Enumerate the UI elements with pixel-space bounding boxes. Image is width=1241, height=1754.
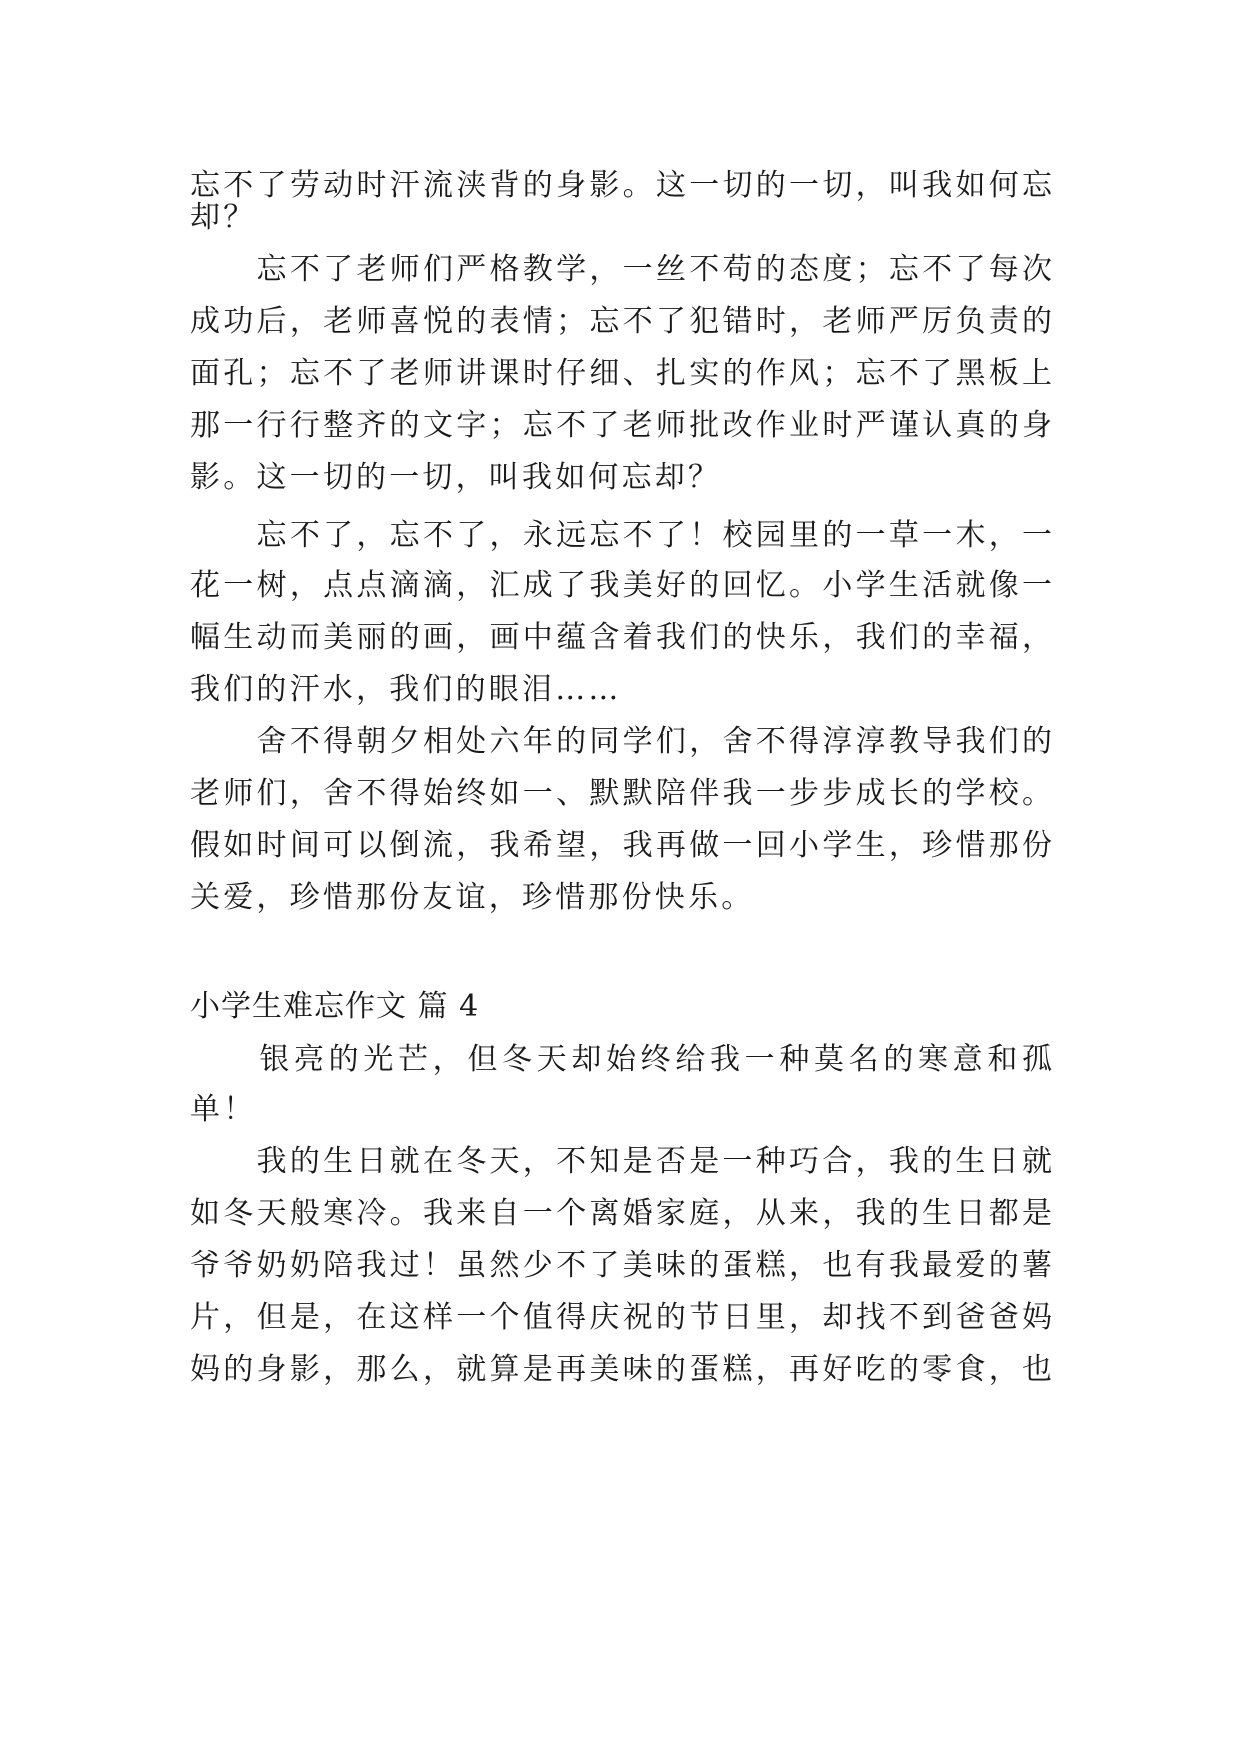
text-line: 假如时间可以倒流，我希望，我再做一回小学生，珍惜那份 bbox=[190, 828, 1052, 863]
text-line: 面孔；忘不了老师讲课时仔细、扎实的作风；忘不了黑板上 bbox=[190, 356, 1052, 391]
text-line: 关爱，珍惜那份友谊，珍惜那份快乐。 bbox=[190, 880, 755, 915]
text-line: 如冬天般寒冷。我来自一个离婚家庭，从来，我的生日都是 bbox=[190, 1196, 1052, 1231]
text-line: 忘不了劳动时汗流浃背的身影。这一切的一切，叫我如何忘 bbox=[190, 168, 1052, 203]
text-line: 爷爷奶奶陪我过！虽然少不了美味的蛋糕，也有我最爱的薯 bbox=[190, 1248, 1052, 1283]
text-line: 影。这一切的一切，叫我如何忘却？ bbox=[190, 460, 722, 495]
text-line: 老师们，舍不得始终如一、默默陪伴我一步步成长的学校。 bbox=[190, 776, 1052, 811]
text-line: 花一树，点点滴滴，汇成了我美好的回忆。小学生活就像一 bbox=[190, 568, 1052, 603]
text-line: 忘不了老师们严格教学，一丝不苟的态度；忘不了每次 bbox=[190, 252, 1052, 287]
text-line: 银亮的光芒，但冬天却始终给我一种莫名的寒意和孤 bbox=[190, 1042, 1052, 1077]
text-line: 成功后，老师喜悦的表情；忘不了犯错时，老师严厉负责的 bbox=[190, 304, 1052, 339]
text-line: 忘不了，忘不了，永远忘不了！校园里的一草一木，一 bbox=[190, 518, 1052, 553]
text-line: 我们的汗水，我们的眼泪…… bbox=[190, 672, 622, 707]
text-line: 我的生日就在冬天，不知是否是一种巧合，我的生日就 bbox=[190, 1144, 1052, 1179]
text-line: 那一行行整齐的文字；忘不了老师批改作业时严谨认真的身 bbox=[190, 408, 1052, 443]
text-line: 却？ bbox=[190, 200, 257, 235]
text-line: 妈的身影，那么，就算是再美味的蛋糕，再好吃的零食，也 bbox=[190, 1352, 1052, 1387]
text-line: 片，但是，在这样一个值得庆祝的节日里，却找不到爸爸妈 bbox=[190, 1300, 1052, 1335]
text-line: 单！ bbox=[190, 1092, 257, 1127]
text-line: 幅生动而美丽的画，画中蕴含着我们的快乐，我们的幸福， bbox=[190, 620, 1052, 655]
text-line: 舍不得朝夕相处六年的同学们，舍不得淳淳教导我们的 bbox=[190, 724, 1052, 759]
section-heading: 小学生难忘作文 篇 4 bbox=[190, 989, 480, 1024]
